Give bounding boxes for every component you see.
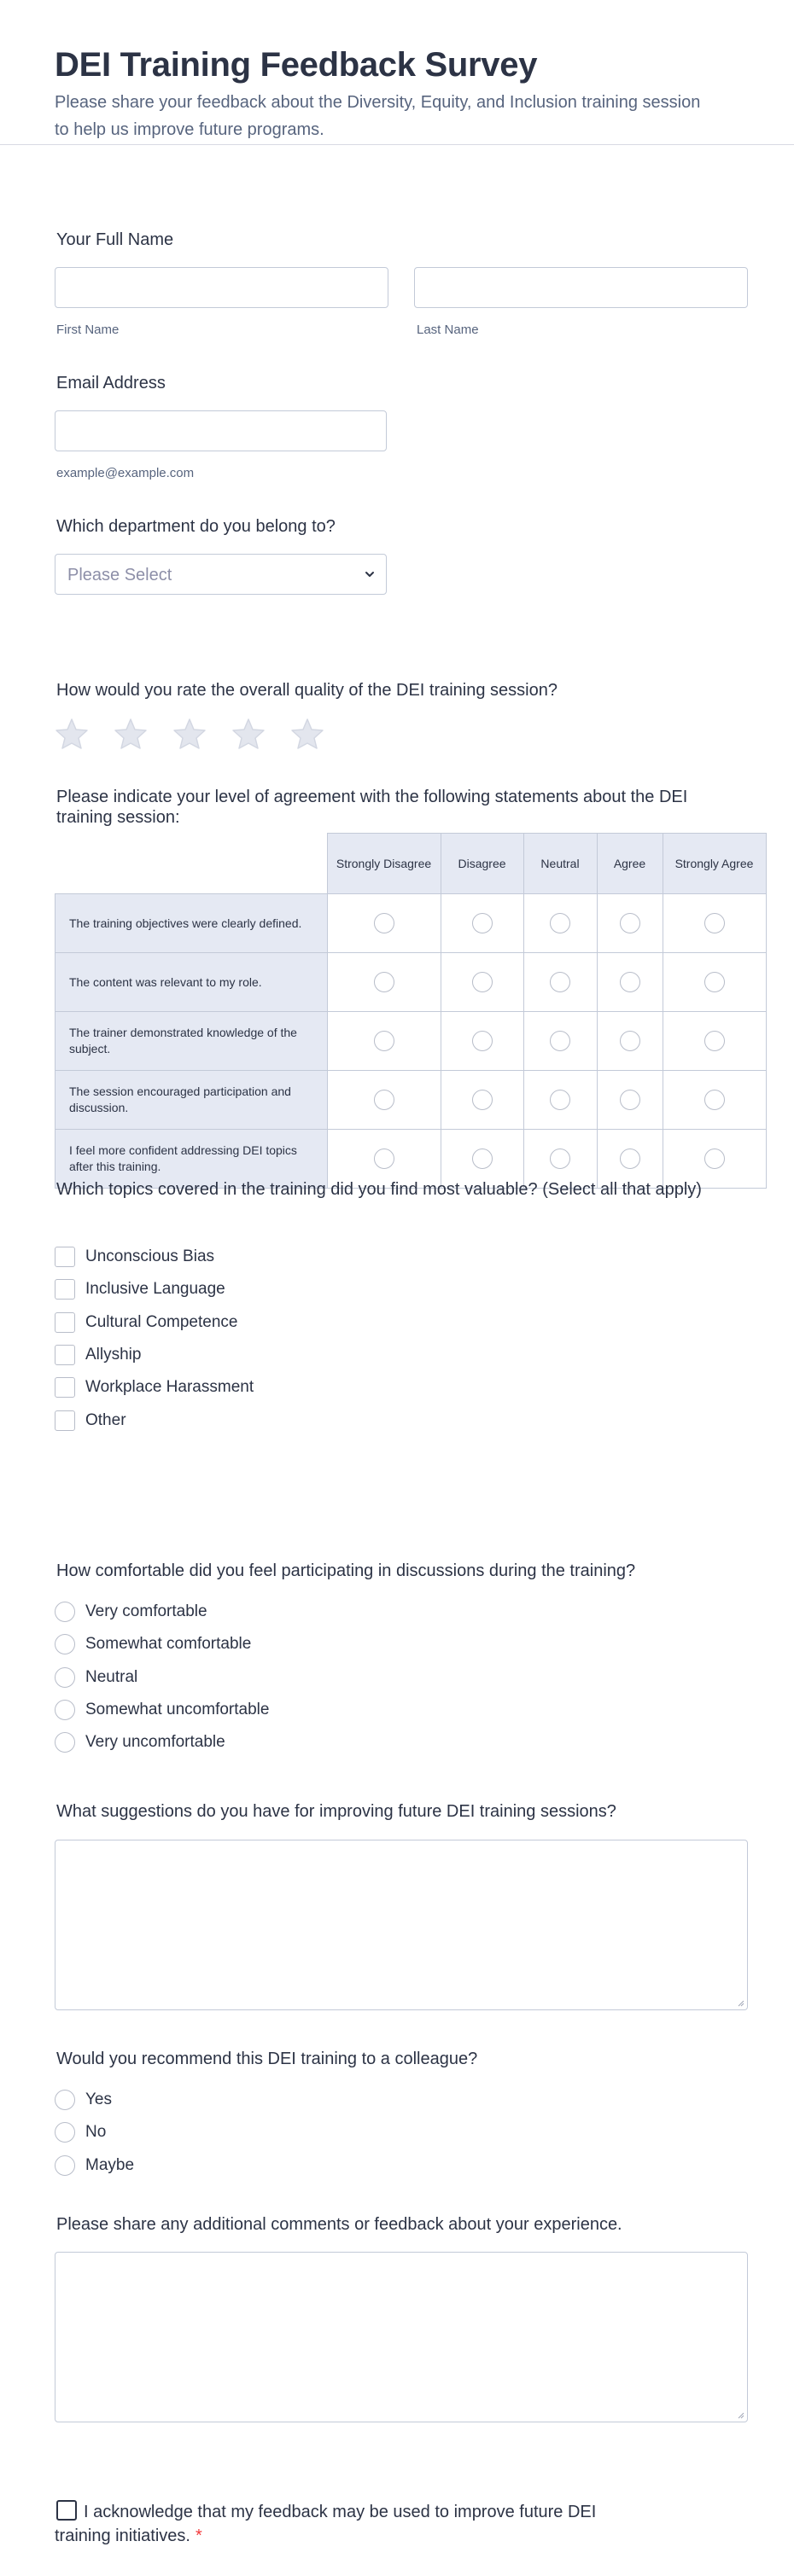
- checkbox[interactable]: [55, 1247, 75, 1267]
- last-name-input[interactable]: [414, 267, 748, 308]
- full-name-label: Your Full Name: [56, 230, 174, 249]
- comfort-option-label: Very uncomfortable: [85, 1733, 225, 1752]
- matrix-radio[interactable]: [374, 1031, 394, 1051]
- comfort-option[interactable]: [55, 1699, 269, 1721]
- matrix-cell: [327, 1012, 441, 1071]
- resize-grip-icon[interactable]: [736, 1998, 744, 2007]
- email-label: Email Address: [56, 374, 166, 393]
- acknowledge-text: I acknowledge that my feedback may be used to improve future DEI training initiatives.: [55, 2503, 597, 2545]
- matrix-row-statement: The content was relevant to my role.: [55, 953, 328, 1012]
- matrix-cell: [663, 1012, 766, 1071]
- page-subtitle: Please share your feedback about the Diversity, Equity, and Inclusion training session to help us improve future programs.: [55, 93, 701, 139]
- matrix-row-statement: The training objectives were clearly defined.: [55, 894, 328, 953]
- matrix-cell: [441, 1012, 523, 1071]
- topic-option-label: Cultural Competence: [85, 1312, 238, 1331]
- matrix-radio[interactable]: [550, 1148, 570, 1169]
- recommend-option-label: Yes: [85, 2090, 112, 2108]
- matrix-radio[interactable]: [704, 1090, 725, 1110]
- agreement-matrix: [55, 833, 767, 1189]
- recommend-option[interactable]: [55, 2154, 134, 2177]
- star-icon[interactable]: [114, 717, 148, 751]
- comfort-option-label: Very comfortable: [85, 1602, 207, 1620]
- radio-button[interactable]: [55, 1602, 75, 1622]
- matrix-cell: [441, 894, 523, 953]
- matrix-cell: [523, 953, 597, 1012]
- matrix-column-header: Disagree: [441, 834, 523, 894]
- form-header: [0, 0, 794, 145]
- required-marker: *: [195, 2527, 202, 2545]
- matrix-label: Please indicate your level of agreement with the following statements about the DEI training session:: [56, 788, 688, 827]
- comfort-option-label: Neutral: [85, 1667, 138, 1686]
- topic-option-label: Allyship: [85, 1345, 142, 1364]
- page-title: DEI Training Feedback Survey: [55, 46, 538, 84]
- topic-option[interactable]: [55, 1311, 237, 1334]
- matrix-radio[interactable]: [704, 913, 725, 933]
- matrix-cell: [441, 1071, 523, 1130]
- matrix-radio[interactable]: [374, 1090, 394, 1110]
- matrix-radio[interactable]: [374, 913, 394, 933]
- matrix-radio[interactable]: [550, 1090, 570, 1110]
- recommend-option[interactable]: [55, 2089, 112, 2111]
- matrix-radio[interactable]: [620, 972, 640, 992]
- matrix-row: [55, 894, 767, 953]
- topic-option[interactable]: [55, 1410, 126, 1432]
- acknowledge-field: [55, 2500, 652, 2548]
- matrix-cell: [441, 953, 523, 1012]
- radio-button[interactable]: [55, 1732, 75, 1753]
- matrix-cell: [597, 1071, 663, 1130]
- radio-button[interactable]: [55, 1667, 75, 1688]
- matrix-radio[interactable]: [620, 1148, 640, 1169]
- topic-option[interactable]: [55, 1376, 254, 1398]
- matrix-radio[interactable]: [550, 972, 570, 992]
- matrix-column-header: Strongly Disagree: [327, 834, 441, 894]
- matrix-row-statement: The session encouraged participation and discussion.: [55, 1071, 328, 1130]
- department-placeholder: Please Select: [67, 566, 172, 584]
- checkbox[interactable]: [55, 1377, 75, 1398]
- matrix-cell: [663, 953, 766, 1012]
- comfort-option-label: Somewhat uncomfortable: [85, 1700, 270, 1718]
- topic-option-label: Unconscious Bias: [85, 1247, 215, 1265]
- chevron-down-icon: [364, 568, 376, 580]
- matrix-radio[interactable]: [550, 913, 570, 933]
- first-name-input[interactable]: [55, 267, 388, 308]
- topic-option-label: Other: [85, 1410, 126, 1429]
- checkbox[interactable]: [55, 1345, 75, 1365]
- matrix-cell: [523, 894, 597, 953]
- recommend-option-label: Maybe: [85, 2155, 135, 2174]
- checkbox[interactable]: [55, 1410, 75, 1431]
- matrix-row-statement: The trainer demonstrated knowledge of the subject.: [55, 1012, 328, 1071]
- matrix-radio[interactable]: [620, 913, 640, 933]
- matrix-radio[interactable]: [704, 1148, 725, 1169]
- resize-grip-icon[interactable]: [736, 2410, 744, 2419]
- matrix-cell: [663, 1071, 766, 1130]
- topic-option-label: Workplace Harassment: [85, 1378, 254, 1397]
- comfort-option-label: Somewhat comfortable: [85, 1635, 252, 1654]
- topics-label: Which topics covered in the training did you find most valuable? (Select all that apply): [56, 1180, 702, 1199]
- last-name-sublabel: Last Name: [417, 323, 479, 337]
- checkbox[interactable]: [55, 1312, 75, 1333]
- radio-button[interactable]: [55, 1700, 75, 1720]
- matrix-radio[interactable]: [472, 913, 493, 933]
- topic-option-label: Inclusive Language: [85, 1280, 225, 1299]
- matrix-column-header: Agree: [597, 834, 663, 894]
- topic-option[interactable]: [55, 1278, 225, 1300]
- topic-option[interactable]: [55, 1344, 141, 1366]
- matrix-corner: [55, 834, 328, 894]
- recommend-label: Would you recommend this DEI training to a colleague?: [56, 2050, 478, 2068]
- comments-textarea[interactable]: [55, 2252, 748, 2422]
- radio-button[interactable]: [55, 2155, 75, 2176]
- comfort-label: How comfortable did you feel participating in discussions during the training?: [56, 1561, 636, 1580]
- matrix-cell: [597, 894, 663, 953]
- comfort-option[interactable]: [55, 1731, 225, 1753]
- matrix-cell: [327, 894, 441, 953]
- rating-label: How would you rate the overall quality of the DEI training session?: [56, 681, 558, 700]
- matrix-cell: [523, 1071, 597, 1130]
- matrix-cell: [327, 953, 441, 1012]
- comfort-option[interactable]: [55, 1633, 251, 1655]
- matrix-radio[interactable]: [374, 1148, 394, 1169]
- matrix-radio[interactable]: [472, 1090, 493, 1110]
- matrix-radio[interactable]: [620, 1090, 640, 1110]
- topic-option[interactable]: [55, 1246, 214, 1268]
- matrix-cell: [597, 1012, 663, 1071]
- department-select[interactable]: [55, 554, 387, 595]
- comfort-option[interactable]: [55, 1666, 137, 1689]
- matrix-radio[interactable]: [704, 1031, 725, 1051]
- matrix-column-header: Strongly Agree: [663, 834, 766, 894]
- department-label: Which department do you belong to?: [56, 517, 336, 536]
- matrix-radio[interactable]: [472, 1031, 493, 1051]
- comfort-option[interactable]: [55, 1601, 207, 1623]
- suggestions-label: What suggestions do you have for improving future DEI training sessions?: [56, 1802, 616, 1821]
- email-input[interactable]: [55, 410, 387, 451]
- radio-button[interactable]: [55, 2090, 75, 2110]
- star-rating: [55, 717, 396, 753]
- first-name-sublabel: First Name: [56, 323, 120, 337]
- matrix-radio[interactable]: [472, 972, 493, 992]
- email-sublabel: example@example.com: [56, 466, 195, 480]
- star-icon[interactable]: [231, 717, 266, 751]
- checkbox[interactable]: [55, 1279, 75, 1300]
- matrix-row-statement: I feel more confident addressing DEI topics after this training.: [55, 1130, 328, 1189]
- matrix-row: [55, 953, 767, 1012]
- recommend-option[interactable]: [55, 2121, 106, 2143]
- suggestions-textarea[interactable]: [55, 1840, 748, 2010]
- recommend-option-label: No: [85, 2123, 107, 2142]
- matrix-cell: [327, 1071, 441, 1130]
- radio-button[interactable]: [55, 2122, 75, 2143]
- matrix-cell: [663, 894, 766, 953]
- matrix-radio[interactable]: [550, 1031, 570, 1051]
- matrix-radio[interactable]: [620, 1031, 640, 1051]
- comments-label: Please share any additional comments or feedback about your experience.: [56, 2215, 622, 2234]
- star-icon[interactable]: [172, 717, 207, 751]
- matrix-radio[interactable]: [704, 972, 725, 992]
- matrix-column-header: Neutral: [523, 834, 597, 894]
- acknowledge-checkbox[interactable]: [56, 2500, 77, 2521]
- star-icon[interactable]: [55, 717, 89, 751]
- radio-button[interactable]: [55, 1634, 75, 1654]
- star-icon[interactable]: [290, 717, 324, 751]
- matrix-cell: [523, 1012, 597, 1071]
- matrix-row: [55, 1012, 767, 1071]
- matrix-radio[interactable]: [374, 972, 394, 992]
- matrix-cell: [597, 953, 663, 1012]
- matrix-row: [55, 1071, 767, 1130]
- matrix-radio[interactable]: [472, 1148, 493, 1169]
